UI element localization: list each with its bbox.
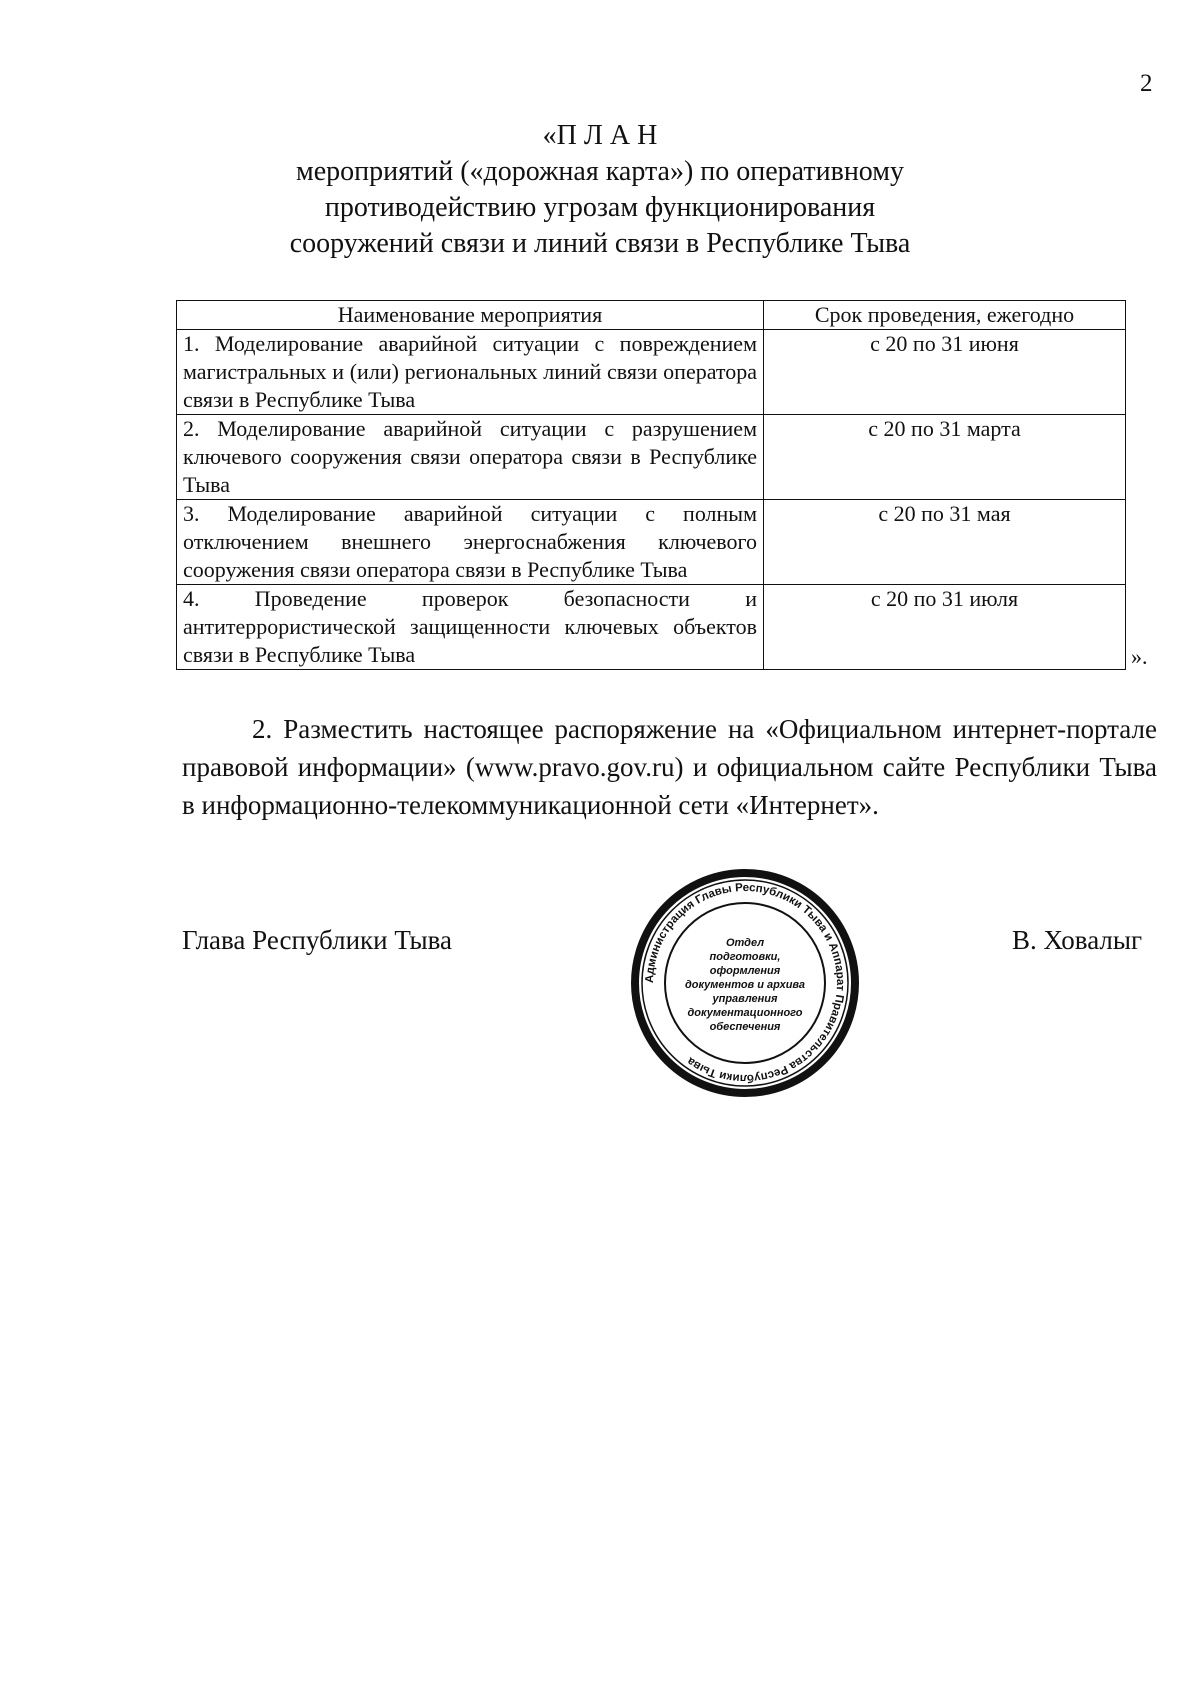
seal-line: оформления: [709, 965, 781, 977]
header-event: Наименование мероприятия: [177, 301, 764, 330]
signature-position: Глава Республики Тыва: [182, 925, 453, 955]
seal-outer-text: Администрация Главы Республики Тыва и Аппарат Правительства Республики Тыва: [643, 881, 847, 1085]
event-cell: 2. Моделирование аварийной ситуации с разрушением ключевого сооружения связи оператора связи в Республике Тыва: [177, 415, 764, 500]
title-line-3: противодействию угрозам функционирования: [324, 192, 876, 223]
period-cell: с 20 по 31 июля: [764, 585, 1126, 670]
seal-line: документационного: [687, 1007, 803, 1019]
period-cell: с 20 по 31 марта: [764, 415, 1126, 500]
period-cell: с 20 по 31 июня: [764, 330, 1126, 415]
event-cell: 3. Моделирование аварийной ситуации с полным отключением внешнего энергоснабжения ключевого сооружения связи оператора связи в Республике Тыва: [177, 500, 764, 585]
table-row: [177, 415, 1126, 500]
table-row: [177, 330, 1126, 415]
seal-line: управления: [712, 993, 778, 1005]
event-cell: 4. Проведение проверок безопасности и антитеррористической защищенности ключевых объектов связи в Республике Тыва: [177, 585, 764, 670]
title-line-2: мероприятий («дорожная карта») по оперативному: [296, 156, 904, 187]
seal-line: Отдел: [725, 937, 765, 949]
seal-line: подготовки,: [709, 951, 781, 963]
period-cell: с 20 по 31 мая: [764, 500, 1126, 585]
page-number: 2: [1140, 70, 1153, 97]
event-cell: 1. Моделирование аварийной ситуации с повреждением магистральных и (или) региональных линий связи оператора связи в Республике Тыва: [177, 330, 764, 415]
official-seal: [630, 868, 860, 1098]
plan-table: [176, 300, 1126, 670]
seal-line: обеспечения: [709, 1021, 781, 1033]
title-line-4: сооружений связи и линий связи в Республике Тыва: [289, 228, 911, 259]
header-period: Срок проведения, ежегодно: [764, 301, 1126, 330]
document-title: [0, 118, 1200, 262]
seal-line: документов и архива: [684, 979, 806, 991]
closing-quote-mark: ».: [1131, 644, 1148, 669]
table-row: [177, 585, 1126, 670]
paragraph-2: 2. Разместить настоящее распоряжение на «Официальном интернет-портале правовой информации» (www.pravo.gov.ru) и официальном сайте Республики Тыва в информационно-телекоммуникационной сети «Интернет».: [182, 714, 1157, 820]
signature-name: В. Ховалыг: [1012, 925, 1143, 955]
title-line-1: «П Л А Н: [542, 120, 658, 151]
table-header-row: [177, 301, 1126, 330]
table-row: [177, 500, 1126, 585]
